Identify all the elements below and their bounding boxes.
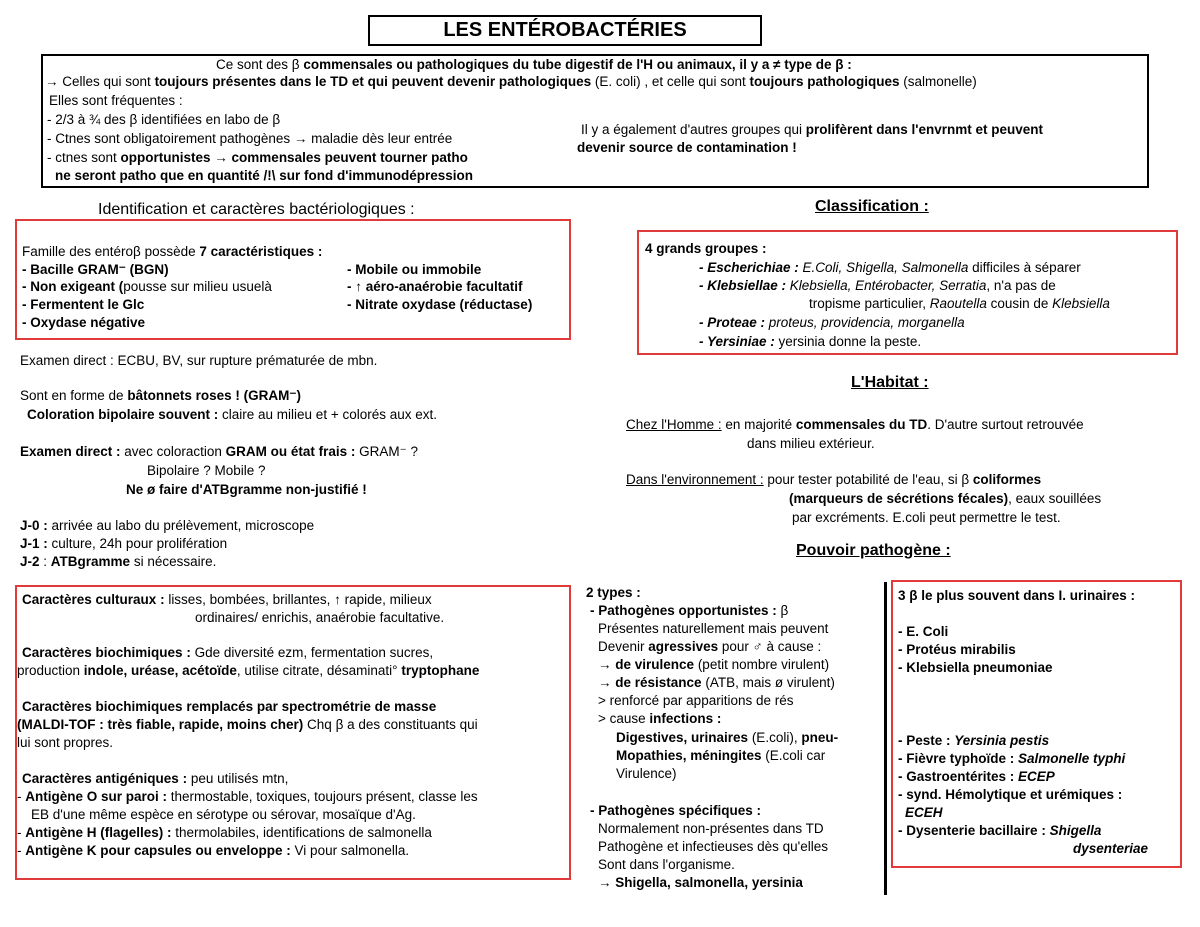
specifiques-line-5: → Shigella, salmonella, yersinia	[598, 875, 803, 890]
j1-line: J-1 : culture, 24h pour prolifération	[20, 536, 228, 551]
specifiques-line-3: Pathogène et infectieuses dès qu'elles	[598, 839, 828, 854]
antigene-o-line-2: EB d'une même espèce en sérotype ou sérovar, mosaïque d'Ag.	[31, 807, 416, 822]
culturaux-line-2: ordinaires/ enrichis, anaérobie facultative.	[195, 610, 445, 625]
intro-line-3: Elles sont fréquentes :	[49, 93, 183, 108]
digestives-line: Digestives, urinaires (E.coli), pneu-	[616, 730, 839, 745]
exam-direct-1: Examen direct : ECBU, BV, sur rupture prématurée de mbn.	[20, 353, 378, 368]
identification-heading: Identification et caractères bactériologiques :	[98, 201, 415, 218]
patho-typhoide: - Fièvre typhoïde : Salmonelle typhi	[898, 751, 1126, 766]
antigene-h-line: - Antigène H (flagelles) : thermolabiles, identifications de salmonella	[17, 825, 432, 840]
column-divider	[884, 582, 887, 895]
intro-line-2: → Celles qui sont toujours présentes dans le TD et qui peuvent devenir pathologiques (E. coli) , et celle qui sont toujours pathologiques (salmonelle)	[45, 74, 977, 89]
virulence-line: → de virulence (petit nombre virulent)	[598, 657, 830, 672]
intro-line-6: - ctnes sont opportunistes → commensales peuvent tourner patho	[47, 150, 468, 165]
antigeniques-line: Caractères antigéniques : peu utilisés mtn,	[22, 771, 289, 786]
resistance-line: → de résistance (ATB, mais ø virulent)	[598, 675, 835, 690]
virulence-end-line: Virulence)	[616, 766, 677, 781]
intro-box	[41, 54, 1149, 188]
intro-right-1: Il y a également d'autres groupes qui prolifèrent dans l'envrnmt et peuvent	[581, 122, 1043, 137]
patho-peste: - Peste : Yersinia pestis	[898, 733, 1050, 748]
antigene-k-line: - Antigène K pour capsules ou enveloppe : Vi pour salmonella.	[17, 843, 410, 858]
pouvoir-heading: Pouvoir pathogène :	[796, 542, 951, 559]
opportunistes-line: - Pathogènes opportunistes : β	[590, 603, 789, 618]
specifiques-line-2: Normalement non-présentes dans TD	[598, 821, 824, 836]
opportunistes-line-2: Présentes naturellement mais peuvent	[598, 621, 829, 636]
char-7: - Nitrate oxydase (réductase)	[347, 297, 533, 312]
renforce-line: > renforcé par apparitions de rés	[598, 693, 794, 708]
j0-line: J-0 : arrivée au labo du prélèvement, microscope	[20, 518, 315, 533]
antigene-o-line: - Antigène O sur paroi : thermostable, toxiques, toujours présent, classe les	[17, 789, 478, 804]
urinaire-2: - Protéus mirabilis	[898, 642, 1016, 657]
group-klebsiellae: - Klebsiellae : Klebsiella, Entérobacter, Serratia, n'a pas de	[699, 278, 1056, 293]
group-proteae: - Proteae : proteus, providencia, morganella	[699, 315, 965, 330]
characteristics-box	[15, 219, 571, 340]
urinaires-heading: 3 β le plus souvent dans I. urinaires :	[898, 588, 1136, 603]
maldi-line: (MALDI-TOF : très fiable, rapide, moins cher) Chq β a des constituants qui	[17, 717, 478, 732]
specifiques-line: - Pathogènes spécifiques :	[590, 803, 762, 818]
intro-line-1: Ce sont des β commensales ou pathologiques du tube digestif de l'H ou animaux, il y a ≠ type de β :	[216, 57, 852, 72]
urinaires-box	[891, 580, 1182, 868]
urinaire-3: - Klebsiella pneumoniae	[898, 660, 1053, 675]
patho-hemolytique: - synd. Hémolytique et urémiques :	[898, 787, 1123, 802]
biochimiques-line: Caractères biochimiques : Gde diversité ezm, fermentation sucres,	[22, 645, 434, 660]
patho-dysenterie: - Dysenterie bacillaire : Shigella	[898, 823, 1102, 838]
types-label: 2 types :	[586, 585, 641, 600]
group-yersiniae: - Yersiniae : yersinia donne la peste.	[699, 334, 922, 349]
page-title: LES ENTÉROBACTÉRIES	[368, 15, 762, 46]
infections-line: > cause infections :	[598, 711, 722, 726]
char-4: - Oxydase négative	[22, 315, 146, 330]
habitat-heading: L'Habitat :	[851, 374, 929, 391]
patho-gastro: - Gastroentérites : ECEP	[898, 769, 1055, 784]
char-3: - Fermentent le Glc	[22, 297, 145, 312]
patho-eceh: ECEH	[905, 805, 943, 820]
specifiques-line-4: Sont dans l'organisme.	[598, 857, 735, 872]
coloration-text: Coloration bipolaire souvent : claire au milieu et + colorés aux ext.	[27, 407, 437, 422]
caracteres-box	[15, 585, 571, 880]
group-escherichiae: - Escherichiae : E.Coli, Shigella, Salmonella difficiles à séparer	[699, 260, 1081, 275]
shape-text: Sont en forme de bâtonnets roses ! (GRAM⁻)	[20, 388, 301, 403]
char-5: - Mobile ou immobile	[347, 262, 482, 277]
characteristics-intro: Famille des entéroβ possède 7 caractéristiques :	[22, 244, 323, 259]
mopathies-line: Mopathies, méningites (E.coli car	[616, 748, 826, 763]
char-1: - Bacille GRAM⁻ (BGN)	[22, 262, 169, 277]
culturaux-line: Caractères culturaux : lisses, bombées, brillantes, ↑ rapide, milieux	[22, 592, 432, 607]
habitat-environnement-2: (marqueurs de sécrétions fécales), eaux souillées	[789, 491, 1102, 506]
intro-line-5: - Ctnes sont obligatoirement pathogènes → maladie dès leur entrée	[47, 131, 453, 146]
maldi-line-2: lui sont propres.	[17, 735, 114, 750]
char-6: - ↑ aéro-anaérobie facultatif	[347, 279, 523, 294]
spectrometrie-line: Caractères biochimiques remplacés par spectrométrie de masse	[22, 699, 437, 714]
habitat-environnement: Dans l'environnement : pour tester potabilité de l'eau, si β coliformes	[626, 472, 1042, 487]
intro-line-4: - 2/3 à ¾ des β identifiées en labo de β	[47, 112, 281, 127]
intro-line-7: ne seront patho que en quantité /!\ sur fond d'immunodépression	[55, 168, 473, 183]
habitat-environnement-3: par excréments. E.coli peut permettre le test.	[792, 510, 1061, 525]
habitat-homme: Chez l'Homme : en majorité commensales du TD. D'autre surtout retrouvée	[626, 417, 1084, 432]
opportunistes-line-3: Devenir agressives pour ♂ à cause :	[598, 639, 822, 654]
classification-heading: Classification :	[815, 198, 929, 215]
atbgramme-warning: Ne ø faire d'ATBgramme non-justifié !	[126, 482, 367, 497]
char-2: - Non exigeant (pousse sur milieu usuelà	[22, 279, 272, 294]
group-klebsiellae-2: tropisme particulier, Raoutella cousin de Klebsiella	[809, 296, 1110, 311]
patho-dysenteriae: dysenteriae	[1073, 841, 1149, 856]
exam-direct-2: Examen direct : avec coloraction GRAM ou état frais : GRAM⁻ ?	[20, 444, 419, 459]
groups-label: 4 grands groupes :	[645, 241, 767, 256]
classification-box	[637, 230, 1178, 355]
urinaire-1: - E. Coli	[898, 624, 949, 639]
j2-line: J-2 : ATBgramme si nécessaire.	[20, 554, 217, 569]
exam-direct-2b: Bipolaire ? Mobile ?	[147, 463, 266, 478]
intro-right-2: devenir source de contamination !	[577, 140, 797, 155]
habitat-homme-2: dans milieu extérieur.	[747, 436, 875, 451]
biochimiques-line-2: production indole, uréase, acétoïde, utilise citrate, désaminati° tryptophane	[17, 663, 480, 678]
